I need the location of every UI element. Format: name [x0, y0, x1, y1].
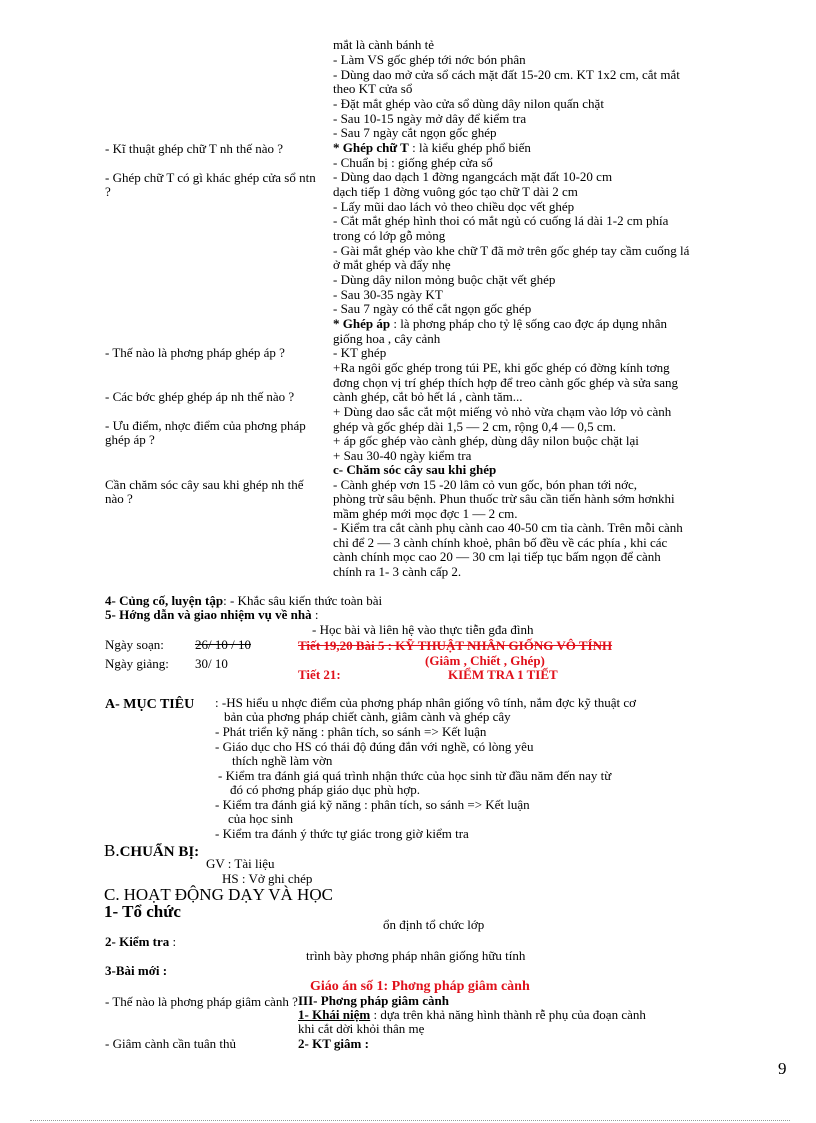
text-line: - Làm VS gốc ghép tới nớc bón phân [333, 52, 526, 67]
text-line: + Dùng dao sắc cắt một miếng vỏ nhỏ vừa chạm vào lớp vỏ cành [333, 404, 672, 419]
text-line: +Ra ngôi gốc ghép trong túi PE, khi gốc ghép có đờng kính tơng [333, 360, 670, 375]
text-line: mầm ghép mới mọc đợc 1 — 2 cm. [333, 506, 518, 521]
homework-text: - Học bài và liên hệ vào thực tiễn gđa đình [312, 622, 534, 637]
preparation-label: CHUẨN BỊ: [119, 844, 200, 860]
preparation-heading [104, 841, 199, 861]
check-colon: : [169, 934, 177, 949]
teach-date-label: Ngày giảng: [105, 656, 169, 671]
text-line: - Chuẩn bị : giống ghép cửa sổ [333, 155, 493, 170]
question-ghep-chu-t: - Kĩ thuật ghép chữ T nh thế nào ? [105, 141, 284, 156]
ghep-chu-t-heading [333, 141, 531, 155]
concept-label: 1- Khái niệm [298, 1007, 371, 1022]
teach-date-value: 30/ 10 [195, 656, 228, 671]
ghep-ap-heading [333, 317, 667, 331]
text-line: + áp gốc ghép vào cành ghép, dùng dây nilon buộc chặt lại [333, 433, 639, 448]
ghep-chu-t-label: * Ghép chữ T [333, 140, 409, 155]
page-number: 9 [778, 1059, 787, 1078]
organization-text: ổn định tổ chức lớp [383, 917, 485, 932]
text-line: - KT ghép [333, 345, 387, 360]
lesson-21-label: Tiết 21: [298, 667, 341, 682]
footer-divider [30, 1120, 790, 1121]
text-line: - Dùng dây nilon mỏng buộc chặt vết ghép [333, 272, 556, 287]
objective-line: đó có phơng pháp giáo dục phù hợp. [230, 782, 420, 797]
text-line: đơng chọn vị trí ghép thích hợp để treo cành gốc ghép và sửa sang [333, 375, 678, 390]
preparation-prefix: B. [104, 841, 120, 860]
question-tuan-thu: - Giâm cành cần tuân thủ [105, 1036, 237, 1051]
text-line: chính ra 1- 3 cành cấp 2. [333, 564, 462, 579]
check-label: 2- Kiểm tra [105, 934, 170, 949]
text-line: chỉ để 2 — 3 cành chính khoẻ, phân bố đều về các phía , khi các [333, 535, 668, 550]
ghep-chu-t-rest: : là kiểu ghép phổ biến [408, 140, 531, 155]
homework-colon: : [311, 607, 319, 622]
objective-line: bản của phơng pháp chiết cành, giâm cành và ghép cây [224, 709, 511, 724]
check-text: trình bày phơng pháp nhân giống hữu tính [306, 948, 526, 963]
lesson-title-1: Tiết 19,20 Bài 5 : KỸ THUẬT NHÂN GIỐNG VÔ TÍNH [298, 638, 613, 653]
objective-line: của học sinh [228, 811, 293, 826]
objective-line: - Kiểm tra đánh ý thức tự giác trong giờ kiểm tra [215, 826, 469, 841]
prep-date-label: Ngày soạn: [105, 637, 164, 652]
prep-date-value: 26/ 10 / 10 [195, 637, 251, 652]
organization-label: 1- Tổ chức [104, 902, 181, 921]
objectives-label: A- MỤC TIÊU [105, 697, 195, 712]
ghep-ap-label: * Ghép áp [333, 316, 391, 331]
text-line: theo KT cửa sổ [333, 81, 413, 96]
lesson-title-2: (Giâm , Chiết , Ghép) [425, 653, 545, 668]
text-line: - Gài mắt ghép vào khe chữ T đã mở trên gốc ghép tay cầm cuống lá [333, 243, 690, 258]
activities-label: HOẠT ĐỘNG DẠY VÀ HỌC [123, 885, 333, 904]
objective-line: - Kiểm tra đánh giá quá trình nhận thức của học sinh từ đầu năm đến nay từ [218, 768, 612, 783]
homework-line [105, 608, 318, 622]
objective-line: thích nghề làm vờn [232, 753, 333, 768]
objective-line: - Phát triển kỹ năng : phân tích, so sánh => Kết luận [215, 724, 487, 739]
lesson-plan-title: Giáo án số 1: Phơng pháp giâm cành [310, 979, 530, 994]
cham-soc-heading: c- Chăm sóc cây sau khi ghép [333, 462, 497, 477]
technique-label: 2- KT giâm : [298, 1036, 369, 1051]
text-line: trong có lớp gỗ mỏng [333, 228, 446, 243]
question-ghep-ap: - Thế nào là phơng pháp ghép áp ? [105, 345, 285, 360]
text-line: mắt là cành bánh tẻ [333, 37, 435, 52]
question-cham-soc: Cần chăm sóc cây sau khi ghép nh thế nào ? [105, 477, 304, 506]
objective-line: : -HS hiểu u nhợc điểm của phơng pháp nhân giống vô tính, nắm đợc kỹ thuật cơ [215, 695, 637, 710]
question-uu-nhuoc-diem: - Ưu điểm, nhợc điểm của phơng pháp ghép áp ? [105, 418, 306, 447]
check-line [105, 935, 176, 949]
concept-text: : dựa trên khả năng hình thành rễ phụ của đoạn cành [370, 1007, 646, 1022]
concept-line [298, 1008, 646, 1022]
preparation-hs: HS : Vở ghi chép [222, 871, 313, 886]
text-line: ở mắt ghép và đẩy nhẹ [333, 257, 451, 272]
text-line: dạch tiếp 1 đờng vuông góc tạo chữ T dài 2 cm [333, 184, 578, 199]
question-giam-canh: - Thế nào là phơng pháp giâm cành ? [105, 994, 298, 1009]
section-giam-canh: III- Phơng pháp giâm cành [298, 993, 449, 1008]
text-line: - Sau 30-35 ngày KT [333, 287, 443, 302]
activities-prefix: C. [104, 885, 120, 904]
text-line: - Dùng dao dạch 1 đờng ngangcách mặt đất 10-20 cm [333, 169, 613, 184]
text-line: - Sau 7 ngày có thể cắt ngọn gốc ghép [333, 301, 532, 316]
preparation-gv: GV : Tài liệu [206, 856, 275, 871]
consolidation-text: : - Khắc sâu kiến thức toàn bài [223, 593, 383, 608]
text-line: + Sau 30-40 ngày kiểm tra [333, 448, 472, 463]
text-line: giống hoa , cây cảnh [333, 331, 441, 346]
consolidation-line [105, 594, 382, 608]
text-line: - Cắt mắt ghép hình thoi có mắt ngủ có cuống lá dài 1-2 cm phía [333, 213, 669, 228]
consolidation-label: 4- Củng cố, luyện tập [105, 593, 224, 608]
objective-line: - Giáo dục cho HS có thái độ đúng đắn với nghề, có lòng yêu [215, 739, 534, 754]
new-lesson-label: 3-Bài mới : [105, 963, 168, 978]
text-line: - Sau 10-15 ngày mở dây để kiểm tra [333, 111, 527, 126]
concept-line-2: khi cắt dời khỏi thân mẹ [298, 1021, 425, 1036]
text-line: cành chính mọc cao 20 — 30 cm lại tiếp tục bấm ngọn để cành [333, 549, 661, 564]
text-line: - Lấy mũi dao lách vỏ theo chiều dọc vết ghép [333, 199, 575, 214]
text-line: phòng trừ sâu bệnh. Phun thuốc trừ sâu cần tiến hành sớm hơnkhi [333, 491, 675, 506]
objective-line: - Kiểm tra đánh giá kỹ năng : phân tích, so sánh => Kết luận [215, 797, 530, 812]
text-line: - Đặt mắt ghép vào cửa sổ dùng dây nilon quấn chặt [333, 96, 604, 111]
test-title: KIỂM TRA 1 TIẾT [448, 667, 558, 682]
text-line: - Dùng dao mở cửa sổ cách mặt đất 15-20 cm. KT 1x2 cm, cắt mắt [333, 67, 680, 82]
text-line: - Cành ghép vơn 15 -20 lâm cỏ vun gốc, bón phan tới nớc, [333, 477, 638, 492]
text-line: - Sau 7 ngày cắt ngọn gốc ghép [333, 125, 497, 140]
text-line: - Kiểm tra cắt cành phụ cành cao 40-50 cm tỉa cành. Trên mỗi cành [333, 520, 683, 535]
question-ghep-chu-t-vs-cua-so: - Ghép chữ T có gì khác ghép cửa sổ ntn ? [105, 170, 316, 199]
text-line: cành ghép, cắt bỏ hết lá , cành tăm... [333, 389, 523, 404]
ghep-ap-rest: : là phơng pháp cho tỷ lệ sống cao đợc áp dụng nhân [390, 316, 668, 331]
text-line: ghép và gốc ghép dài 1,5 — 2 cm, rộng 0,4 — 0,5 cm. [333, 419, 617, 434]
question-cac-buoc-ghep-ap: - Các bớc ghép ghép áp nh thế nào ? [105, 389, 295, 404]
homework-label: 5- Hớng dẫn và giao nhiệm vụ về nhà [105, 607, 312, 622]
